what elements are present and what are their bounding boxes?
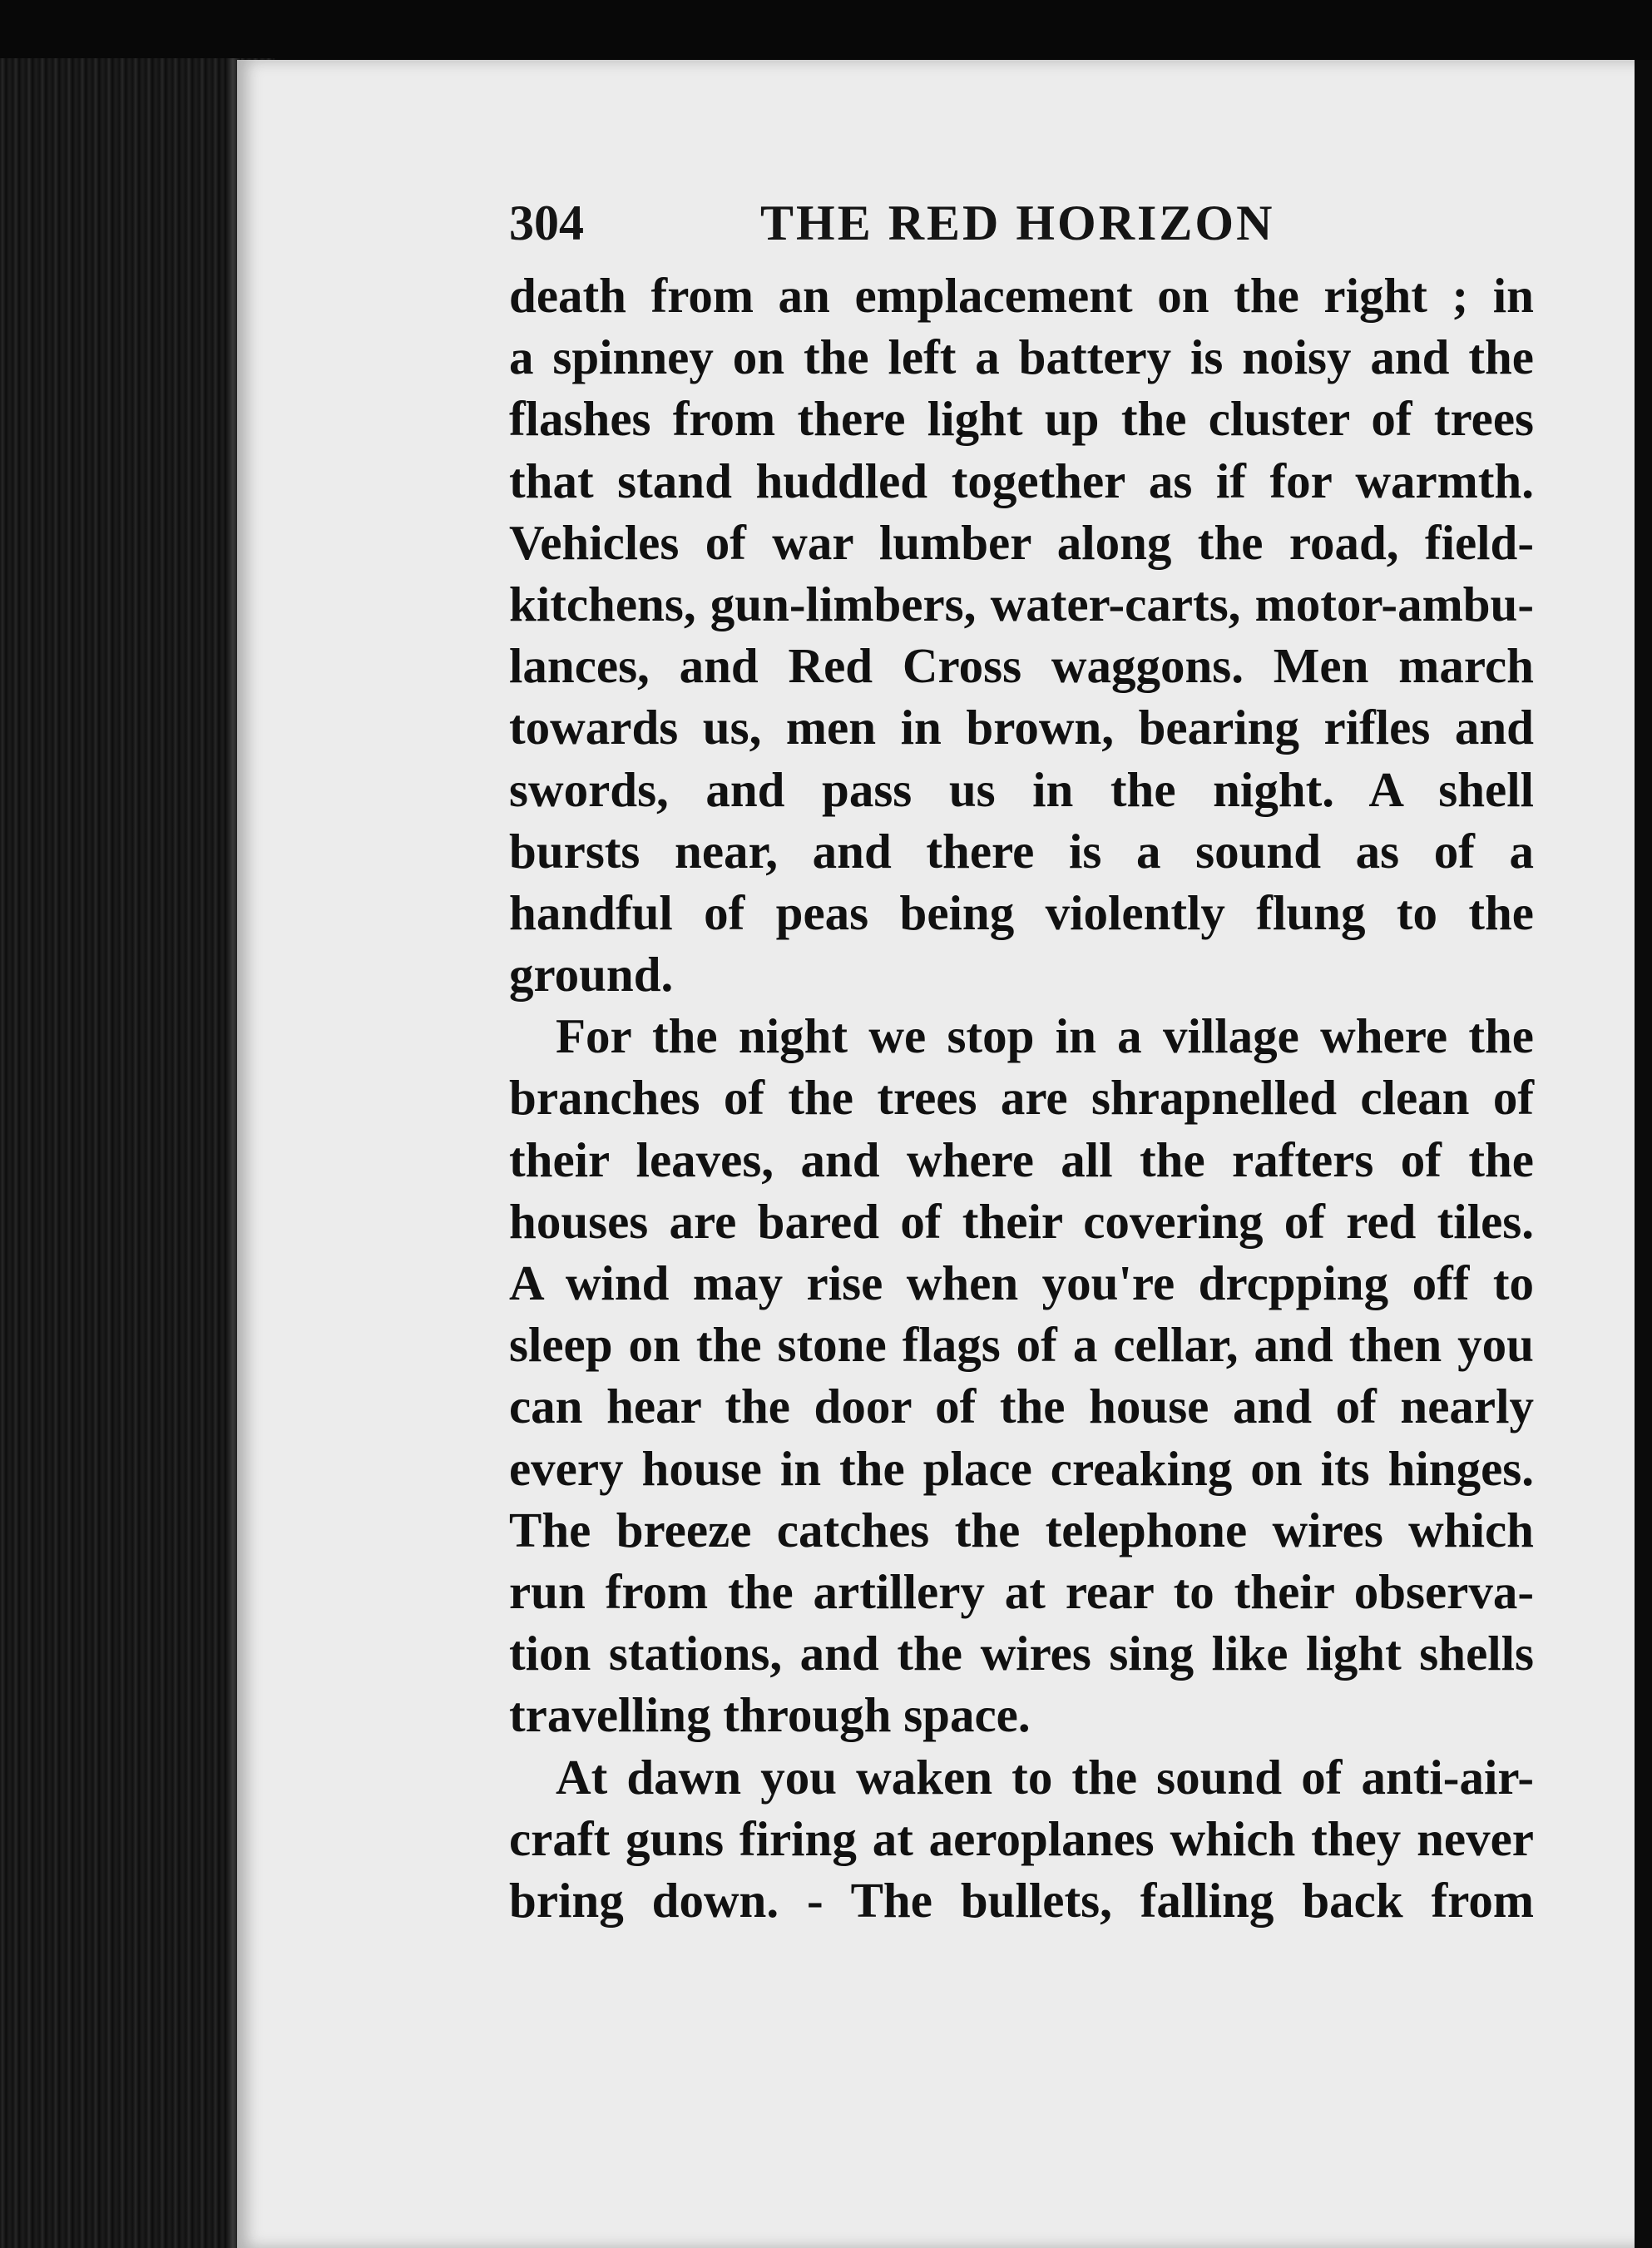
page-right-border (1635, 60, 1652, 2248)
text-line: every house in the place creaking on its hinges. (509, 1440, 1534, 1496)
text-line: The breeze catches the telephone wires which (509, 1502, 1534, 1557)
text-line: kitchens, gun-limbers, water-carts, motor-ambu- (509, 576, 1534, 631)
text-line: For the night we stop in a village where the (556, 1008, 1534, 1064)
text-line: lances, and Red Cross waggons. Men march (509, 638, 1534, 694)
text-line: death from an emplacement on the right ; in (509, 268, 1534, 323)
text-line: ground. (509, 947, 674, 1003)
text-line: swords, and pass us in the night. A shell (509, 761, 1534, 817)
text-line: Vehicles of war lumber along the road, field- (509, 514, 1534, 570)
text-line: handful of peas being violently flung to the (509, 884, 1534, 940)
text-line: tion stations, and the wires sing like light shells (509, 1626, 1534, 1681)
text-line: their leaves, and where all the rafters of the (509, 1131, 1534, 1187)
body-text (509, 265, 1534, 1931)
text-line: can hear the door of the house and of nearly (509, 1379, 1534, 1434)
page-number: 304 (509, 196, 584, 250)
text-line: branches of the trees are shrapnelled clean of (509, 1070, 1534, 1126)
text-line: travelling through space. (509, 1687, 1031, 1743)
text-line: flashes from there light up the cluster of trees (509, 391, 1534, 447)
text-line: run from the artillery at rear to their observa- (509, 1563, 1534, 1619)
text-line: A wind may rise when you're drcpping off to (509, 1255, 1534, 1310)
text-line: houses are bared of their covering of red tiles. (509, 1193, 1534, 1249)
text-line: craft guns firing at aeroplanes which they never (509, 1810, 1534, 1866)
text-line: that stand huddled together as if for warmth. (509, 453, 1534, 508)
text-line: towards us, men in brown, bearing rifles and (509, 700, 1534, 755)
text-line: bursts near, and there is a sound as of a (509, 823, 1534, 879)
text-line: At dawn you waken to the sound of anti-air- (556, 1749, 1534, 1805)
text-line: sleep on the stone flags of a cellar, and then you (509, 1317, 1534, 1373)
text-line: a spinney on the left a battery is noisy and the (509, 329, 1534, 385)
text-line: bring down. - The bullets, falling back from (509, 1872, 1534, 1928)
page-header (509, 188, 1341, 258)
running-head: THE RED HORIZON (760, 196, 1275, 250)
